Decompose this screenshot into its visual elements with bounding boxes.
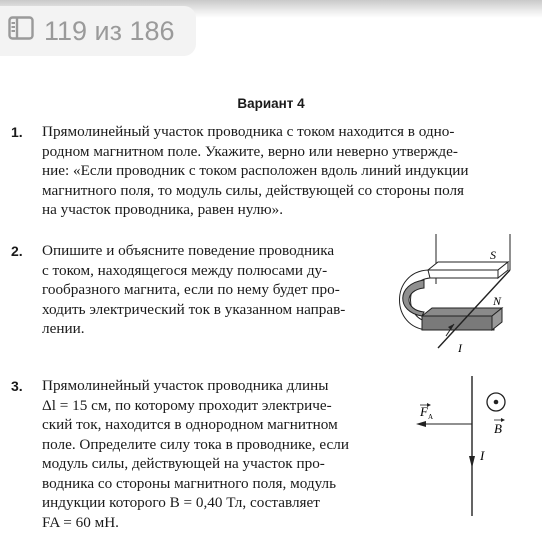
text-line: индукции которого B = 0,40 Тл, составляет (42, 494, 320, 511)
text-line: поле. Определите силу тока в проводнике, если (42, 435, 349, 453)
text-line: Прямолинейный участок проводника с током находится в одно- (42, 123, 455, 140)
text-line: модуль силы, действующей на участок про- (42, 455, 325, 472)
variant-title: Вариант 4 (237, 96, 305, 111)
horseshoe-magnet-figure (398, 232, 522, 360)
current-label: I (458, 341, 462, 355)
field-label: B (494, 421, 502, 436)
force-label: F (420, 404, 428, 419)
book-pages-icon[interactable] (8, 16, 34, 47)
text-line: гообразного магнита, если по нему будет про- (42, 281, 340, 298)
text-line: лении. (42, 320, 85, 337)
task-2-text (42, 241, 382, 339)
text-line: FA = 60 мН. (42, 513, 119, 531)
page-indicator[interactable] (0, 6, 196, 56)
pole-s-label: S (490, 248, 496, 262)
task-1-number: 1. (11, 124, 23, 140)
text-line: родном магнитном поле. Укажите, верно или неверно утвержде- (42, 142, 458, 160)
text-line: Прямолинейный участок проводника длины (42, 377, 329, 394)
text-line: Δl = 15 см, по которому проходит электриче- (42, 396, 332, 414)
page-indicator-text: 119 из 186 (44, 15, 175, 46)
text-line: ский ток, находится в однородном магнитном (42, 416, 338, 433)
text-line: с током, находящегося между полюсами ду- (42, 261, 328, 279)
text-line: на участок проводника, равен нулю». (42, 201, 284, 218)
current-label: I (480, 448, 485, 463)
force-subscript: A (428, 413, 434, 421)
force-field-figure (410, 372, 520, 520)
text-line: ходить электрический ток в указанном направ- (42, 300, 346, 318)
text-line: Опишите и объясните поведение проводника (42, 242, 335, 259)
text-line: водника со стороны магнитного поля, модуль (42, 474, 337, 492)
task-3-number: 3. (11, 378, 23, 394)
pole-n-label: N (493, 294, 502, 308)
task-1-text (42, 122, 522, 220)
task-2-number: 2. (11, 243, 23, 259)
text-line: ние: «Если проводник с током расположен вдоль линий индукции (42, 162, 469, 179)
text-line: магнитного поля, то модуль силы, действующей со стороны поля (42, 181, 465, 199)
task-3-text (42, 376, 382, 532)
